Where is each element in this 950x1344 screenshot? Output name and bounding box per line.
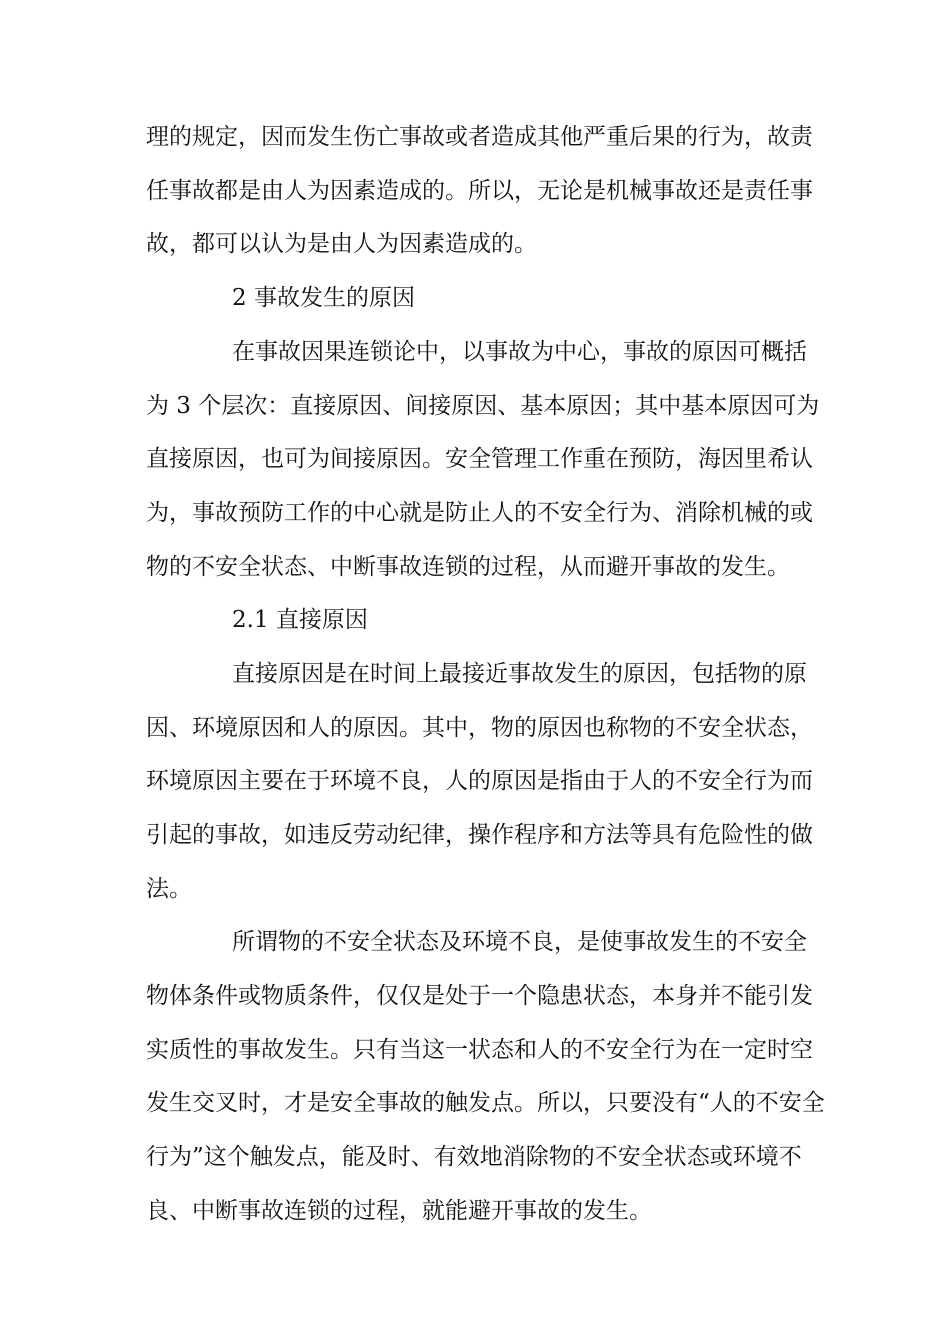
paragraph-line: 为 3 个层次：直接原因、间接原因、基本原因；其中基本原因可为 — [146, 393, 820, 419]
subsection-heading: 2.1 直接原因 — [232, 607, 368, 633]
paragraph-line: 因、环境原因和人的原因。其中，物的原因也称物的不安全状态， — [146, 715, 813, 741]
paragraph-line: 任事故都是由人为因素造成的。所以，无论是机械事故还是责任事 — [146, 178, 813, 204]
paragraph-line: 为，事故预防工作的中心就是防止人的不安全行为、消除机械的或 — [146, 500, 813, 526]
paragraph-line: 理的规定，因而发生伤亡事故或者造成其他严重后果的行为，故责 — [146, 124, 813, 150]
paragraph-line: 物的不安全状态、中断事故连锁的过程，从而避开事故的发生。 — [146, 554, 790, 580]
paragraph-line: 法。 — [146, 876, 192, 902]
paragraph-line: 直接原因，也可为间接原因。安全管理工作重在预防，海因里希认 — [146, 446, 813, 472]
section-heading: 2 事故发生的原因 — [232, 285, 415, 311]
paragraph-line: 引起的事故，如违反劳动纪律，操作程序和方法等具有危险性的做 — [146, 822, 813, 848]
paragraph-line: 实质性的事故发生。只有当这一状态和人的不安全行为在一定时空 — [146, 1037, 813, 1063]
paragraph-line: 故，都可以认为是由人为因素造成的。 — [146, 231, 537, 257]
paragraph-line: 行为”这个触发点，能及时、有效地消除物的不安全状态或环境不 — [146, 1144, 802, 1170]
paragraph-line: 所谓物的不安全状态及环境不良，是使事故发生的不安全 — [232, 929, 807, 955]
paragraph-line: 直接原因是在时间上最接近事故发生的原因，包括物的原 — [232, 661, 807, 687]
paragraph-line: 在事故因果连锁论中，以事故为中心，事故的原因可概括 — [232, 339, 807, 365]
paragraph-line: 环境原因主要在于环境不良，人的原因是指由于人的不安全行为而 — [146, 768, 813, 794]
paragraph-line: 发生交叉时，才是安全事故的触发点。所以，只要没有“人的不安全 — [146, 1090, 825, 1116]
paragraph-line: 物体条件或物质条件，仅仅是处于一个隐患状态，本身并不能引发 — [146, 983, 813, 1009]
paragraph-line: 良、中断事故连锁的过程，就能避开事故的发生。 — [146, 1198, 652, 1224]
